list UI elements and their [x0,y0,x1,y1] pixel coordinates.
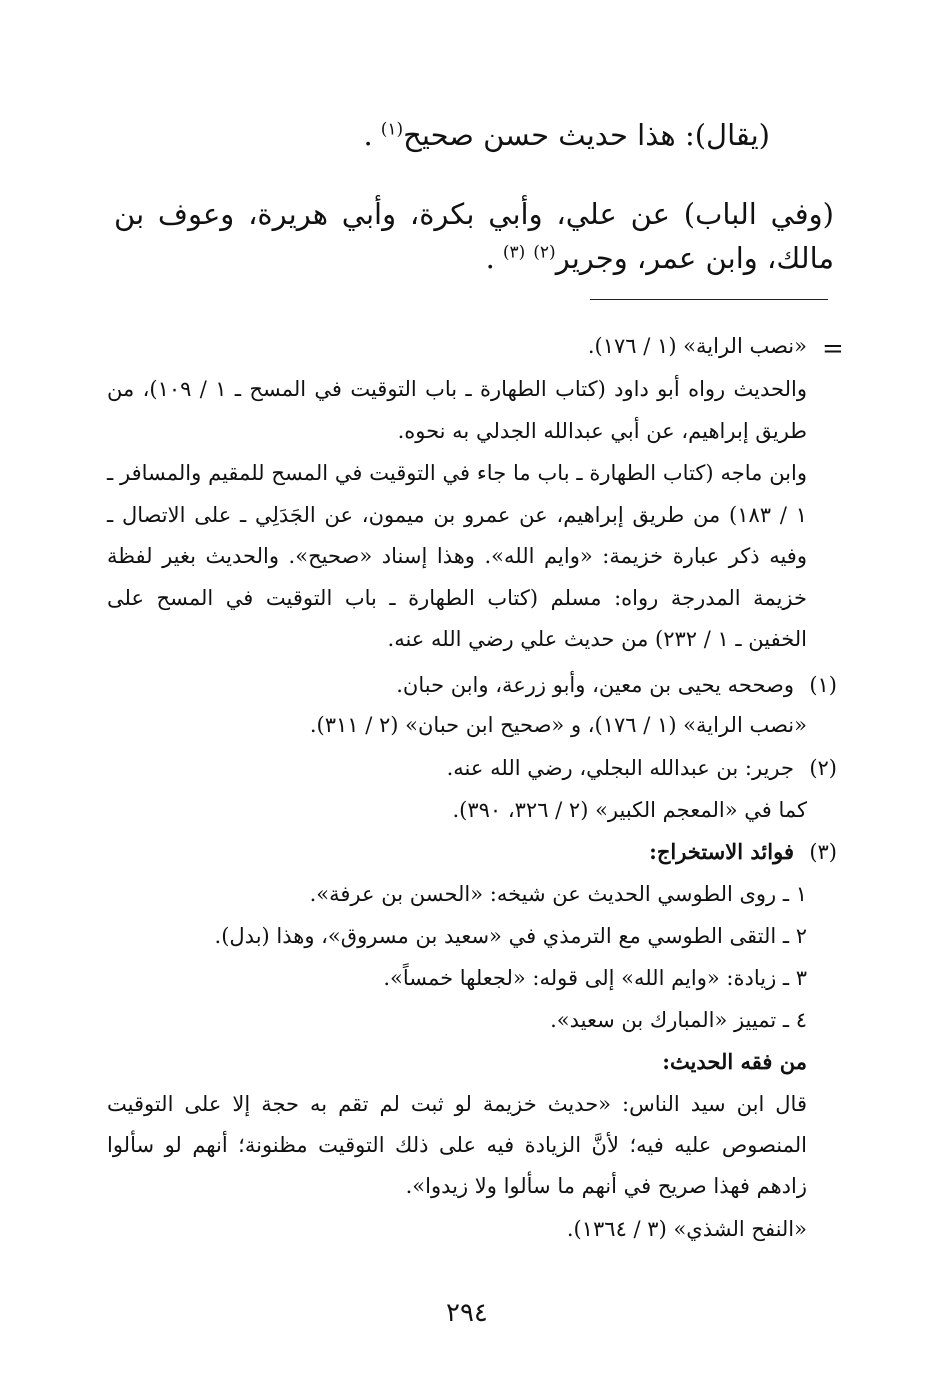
footnote-1-line-2: «نصب الراية» (١ / ١٧٦)، و «صحيح ابن حبان» (٢ / ٣١١). [309,713,807,737]
continued-footnote-paragraph-1: والحديث رواه أبو داود (كتاب الطهارة ـ باب التوقيت في المسح ـ ١ / ١٠٩)، من طريق إبراهيم، عن أبي عبدالله الجدلي به نحوه. [107,377,807,443]
hadith-grade-text: (يقال): هذا حديث حسن صحيح [403,118,770,152]
footnote-separator [590,299,828,300]
footnote-3-item-4: ٤ ـ تمييز «المبارك بن سعيد». [550,1008,807,1032]
footnote-2-line-2: كما في «المعجم الكبير» (٢ / ٣٢٦، ٣٩٠). [452,798,807,822]
footnote-ref-2: (٢) [533,242,556,263]
footnote-3-number: (٣) [809,840,837,864]
footnote-ref-3: (٣) [502,242,526,263]
page-number: ٢٩٤ [446,1298,488,1328]
footnote-1-number: (١) [809,673,837,697]
continuation-marker: = [822,334,844,364]
continued-footnote-paragraph-2: وابن ماجه (كتاب الطهارة ـ باب ما جاء في التوقيت في المسح للمقيم والمسافر ـ ١ / ١٨٣) من طريق إبراهيم، عن عمرو بن ميمون، عن الجَدَلِي ـ على الاتصال ـ وفيه ذكر عبارة خزيمة: «وايم الله». وهذا إسناد «صحيح». والحديث بغير لفظة خزيمة المدرجة رواه: مسلم (كتاب الطهارة ـ باب التوقيت في المسح على الخفين ـ ١ / ٢٣٢) من حديث علي رضي الله عنه. [107,461,807,651]
footnote-3-item-3: ٣ ـ زيادة: «وايم الله» إلى قوله: «لجعلها خمساً». [383,966,807,990]
hadith-grade-line [363,115,770,155]
para-end-dot: . [485,241,495,275]
fiqh-heading: من فقه الحديث: [662,1049,807,1074]
footnote-1-line-1: وصححه يحيى بن معين، وأبو زرعة، وابن حبان. [396,673,794,697]
footnote-2-number: (٢) [809,756,837,780]
footnote-3-heading: فوائد الاستخراج: [649,839,794,864]
footnote-3-item-2: ٢ ـ التقى الطوسي مع الترمذي في «سعيد بن مسروق»، وهذا (بدل). [214,924,807,948]
footnote-2-line-1: جرير: بن عبدالله البجلي، رضي الله عنه. [446,756,794,780]
line-end-dot: . [363,118,373,152]
fil-bab-text: (وفي الباب) عن علي، وأبي بكرة، وأبي هريرة، وعوف بن مالك، وابن عمر، وجرير [114,197,834,275]
fiqh-reference: «النفح الشذي» (٣ / ١٣٦٤). [566,1217,807,1241]
fiqh-paragraph: قال ابن سيد الناس: «حديث خزيمة لو ثبت لم تقم به حجة إلا على التوقيت المنصوص عليه فيه؛ لأنَّ الزيادة فيه على ذلك التوقيت مظنونة؛ أنهم لو سألوا زادهم فهذا صريح في أنهم ما سألوا ولا زيدوا». [107,1092,807,1198]
continued-footnote-ref: «نصب الراية» (١ / ١٧٦). [587,334,807,358]
fil-bab-paragraph [114,192,834,280]
footnote-3-item-1: ١ ـ روى الطوسي الحديث عن شيخه: «الحسن بن عرفة». [309,882,807,906]
footnote-ref-1: (١) [380,119,404,140]
